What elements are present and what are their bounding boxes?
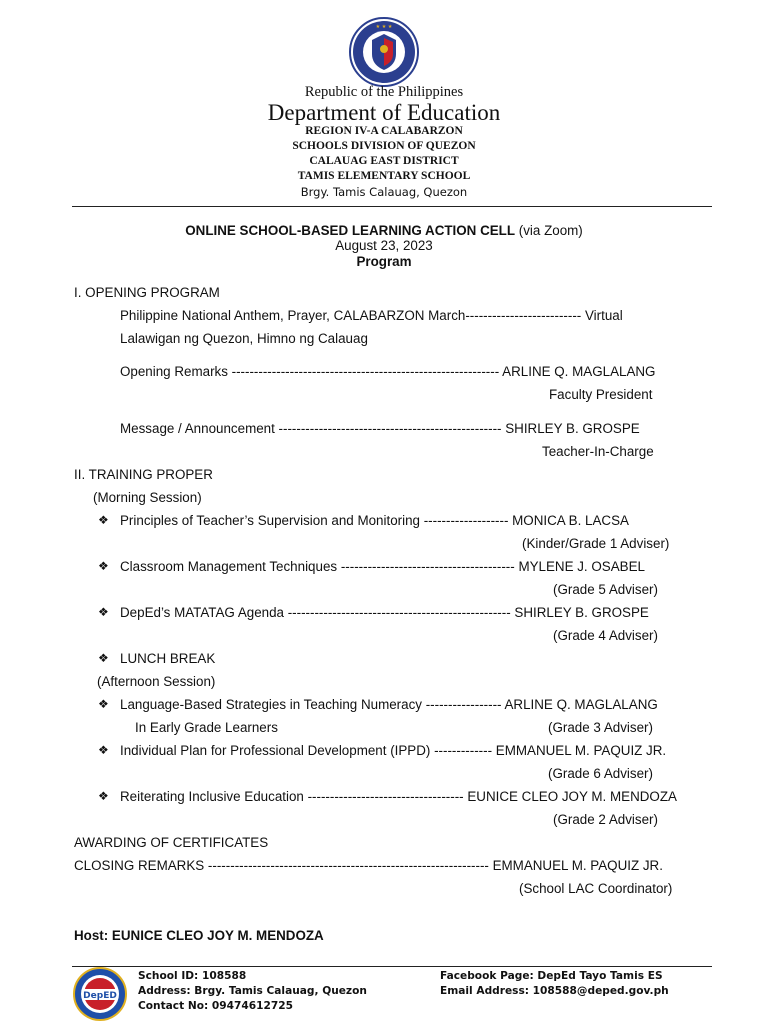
header-divider (72, 206, 712, 207)
footer-address: Address: Brgy. Tamis Calauag, Quezon (138, 985, 367, 997)
closing-role: (School LAC Coordinator) (519, 881, 673, 896)
deped-seal-icon (348, 16, 420, 88)
event-title (0, 223, 768, 238)
training-item-7-role: (Grade 2 Adviser) (553, 812, 658, 827)
program-label: Program (356, 254, 412, 269)
training-item-5-role: (Grade 3 Adviser) (548, 720, 653, 735)
deped-logo-icon (72, 966, 128, 1022)
bullet-diamond-icon: ❖ (98, 789, 109, 803)
event-date: August 23, 2023 (335, 238, 433, 253)
message-role: Teacher-In-Charge (542, 444, 654, 459)
republic-line: Republic of the Philippines (304, 84, 464, 100)
training-heading: II. TRAINING PROPER (74, 467, 213, 482)
bullet-diamond-icon: ❖ (98, 697, 109, 711)
region-line: REGION IV-A CALABARZON (305, 125, 463, 137)
training-item-1-role: (Kinder/Grade 1 Adviser) (522, 536, 670, 551)
training-item-2: Classroom Management Techniques --------------------------------------- MYLENE J. OSABEL (120, 559, 645, 574)
training-item-6-role: (Grade 6 Adviser) (548, 766, 653, 781)
bullet-diamond-icon: ❖ (98, 743, 109, 757)
morning-session: (Morning Session) (93, 490, 202, 505)
awarding-certificates: AWARDING OF CERTIFICATES (74, 835, 269, 850)
district-line: CALAUAG EAST DISTRICT (309, 155, 459, 167)
training-item-2-role: (Grade 5 Adviser) (553, 582, 658, 597)
opening-remarks: Opening Remarks ------------------------------------------------------------ ARLINE Q. MAGLALANG (120, 364, 656, 379)
event-title-main: ONLINE SCHOOL-BASED LEARNING ACTION CELL (185, 223, 516, 238)
school-line: TAMIS ELEMENTARY SCHOOL (297, 170, 471, 182)
training-item-6: Individual Plan for Professional Development (IPPD) ------------- EMMANUEL M. PAQUIZ JR. (120, 743, 667, 758)
training-item-3: DepEd’s MATATAG Agenda -------------------------------------------------- SHIRLEY B. GROSPE (120, 605, 649, 620)
opening-heading: I. OPENING PROGRAM (74, 285, 220, 300)
training-item-3-role: (Grade 4 Adviser) (553, 628, 658, 643)
footer-email: Email Address: 108588@deped.gov.ph (440, 985, 669, 997)
department-title: Department of Education (267, 100, 501, 125)
footer-facebook: Facebook Page: DepEd Tayo Tamis ES (440, 970, 663, 982)
training-item-7: Reiterating Inclusive Education ----------------------------------- EUNICE CLEO JOY M. MENDOZA (120, 789, 677, 804)
afternoon-session: (Afternoon Session) (97, 674, 216, 689)
closing-remarks: CLOSING REMARKS --------------------------------------------------------------- EMMANUEL M. PAQUIZ JR. (74, 858, 663, 873)
bullet-diamond-icon: ❖ (98, 513, 109, 527)
host-line: Host: EUNICE CLEO JOY M. MENDOZA (74, 928, 324, 943)
opening-remarks-role: Faculty President (549, 387, 653, 402)
lunch-break: LUNCH BREAK (120, 651, 216, 666)
opening-line2: Lalawigan ng Quezon, Himno ng Calauag (120, 331, 368, 346)
svg-text:★ ★ ★: ★ ★ ★ (375, 24, 393, 30)
deped-logo-text: DepED (83, 991, 117, 1001)
division-line: SCHOOLS DIVISION OF QUEZON (292, 140, 476, 152)
bullet-diamond-icon: ❖ (98, 605, 109, 619)
bullet-diamond-icon: ❖ (98, 559, 109, 573)
footer-divider (72, 966, 712, 967)
footer-school-id: School ID: 108588 (138, 970, 247, 982)
event-title-via: (via Zoom) (515, 223, 583, 238)
training-item-5: Language-Based Strategies in Teaching Numeracy ----------------- ARLINE Q. MAGLALANG (120, 697, 658, 712)
school-address: Brgy. Tamis Calauag, Quezon (300, 185, 468, 199)
message-announcement: Message / Announcement -------------------------------------------------- SHIRLEY B. GROSPE (120, 421, 640, 436)
footer-contact: Contact No: 09474612725 (138, 1000, 293, 1012)
bullet-diamond-icon: ❖ (98, 651, 109, 665)
opening-line1: Philippine National Anthem, Prayer, CALABARZON March-------------------------- Virtual (120, 308, 623, 323)
training-item-5-line2: In Early Grade Learners (135, 720, 278, 735)
training-item-1: Principles of Teacher’s Supervision and Monitoring ------------------- MONICA B. LACSA (120, 513, 629, 528)
